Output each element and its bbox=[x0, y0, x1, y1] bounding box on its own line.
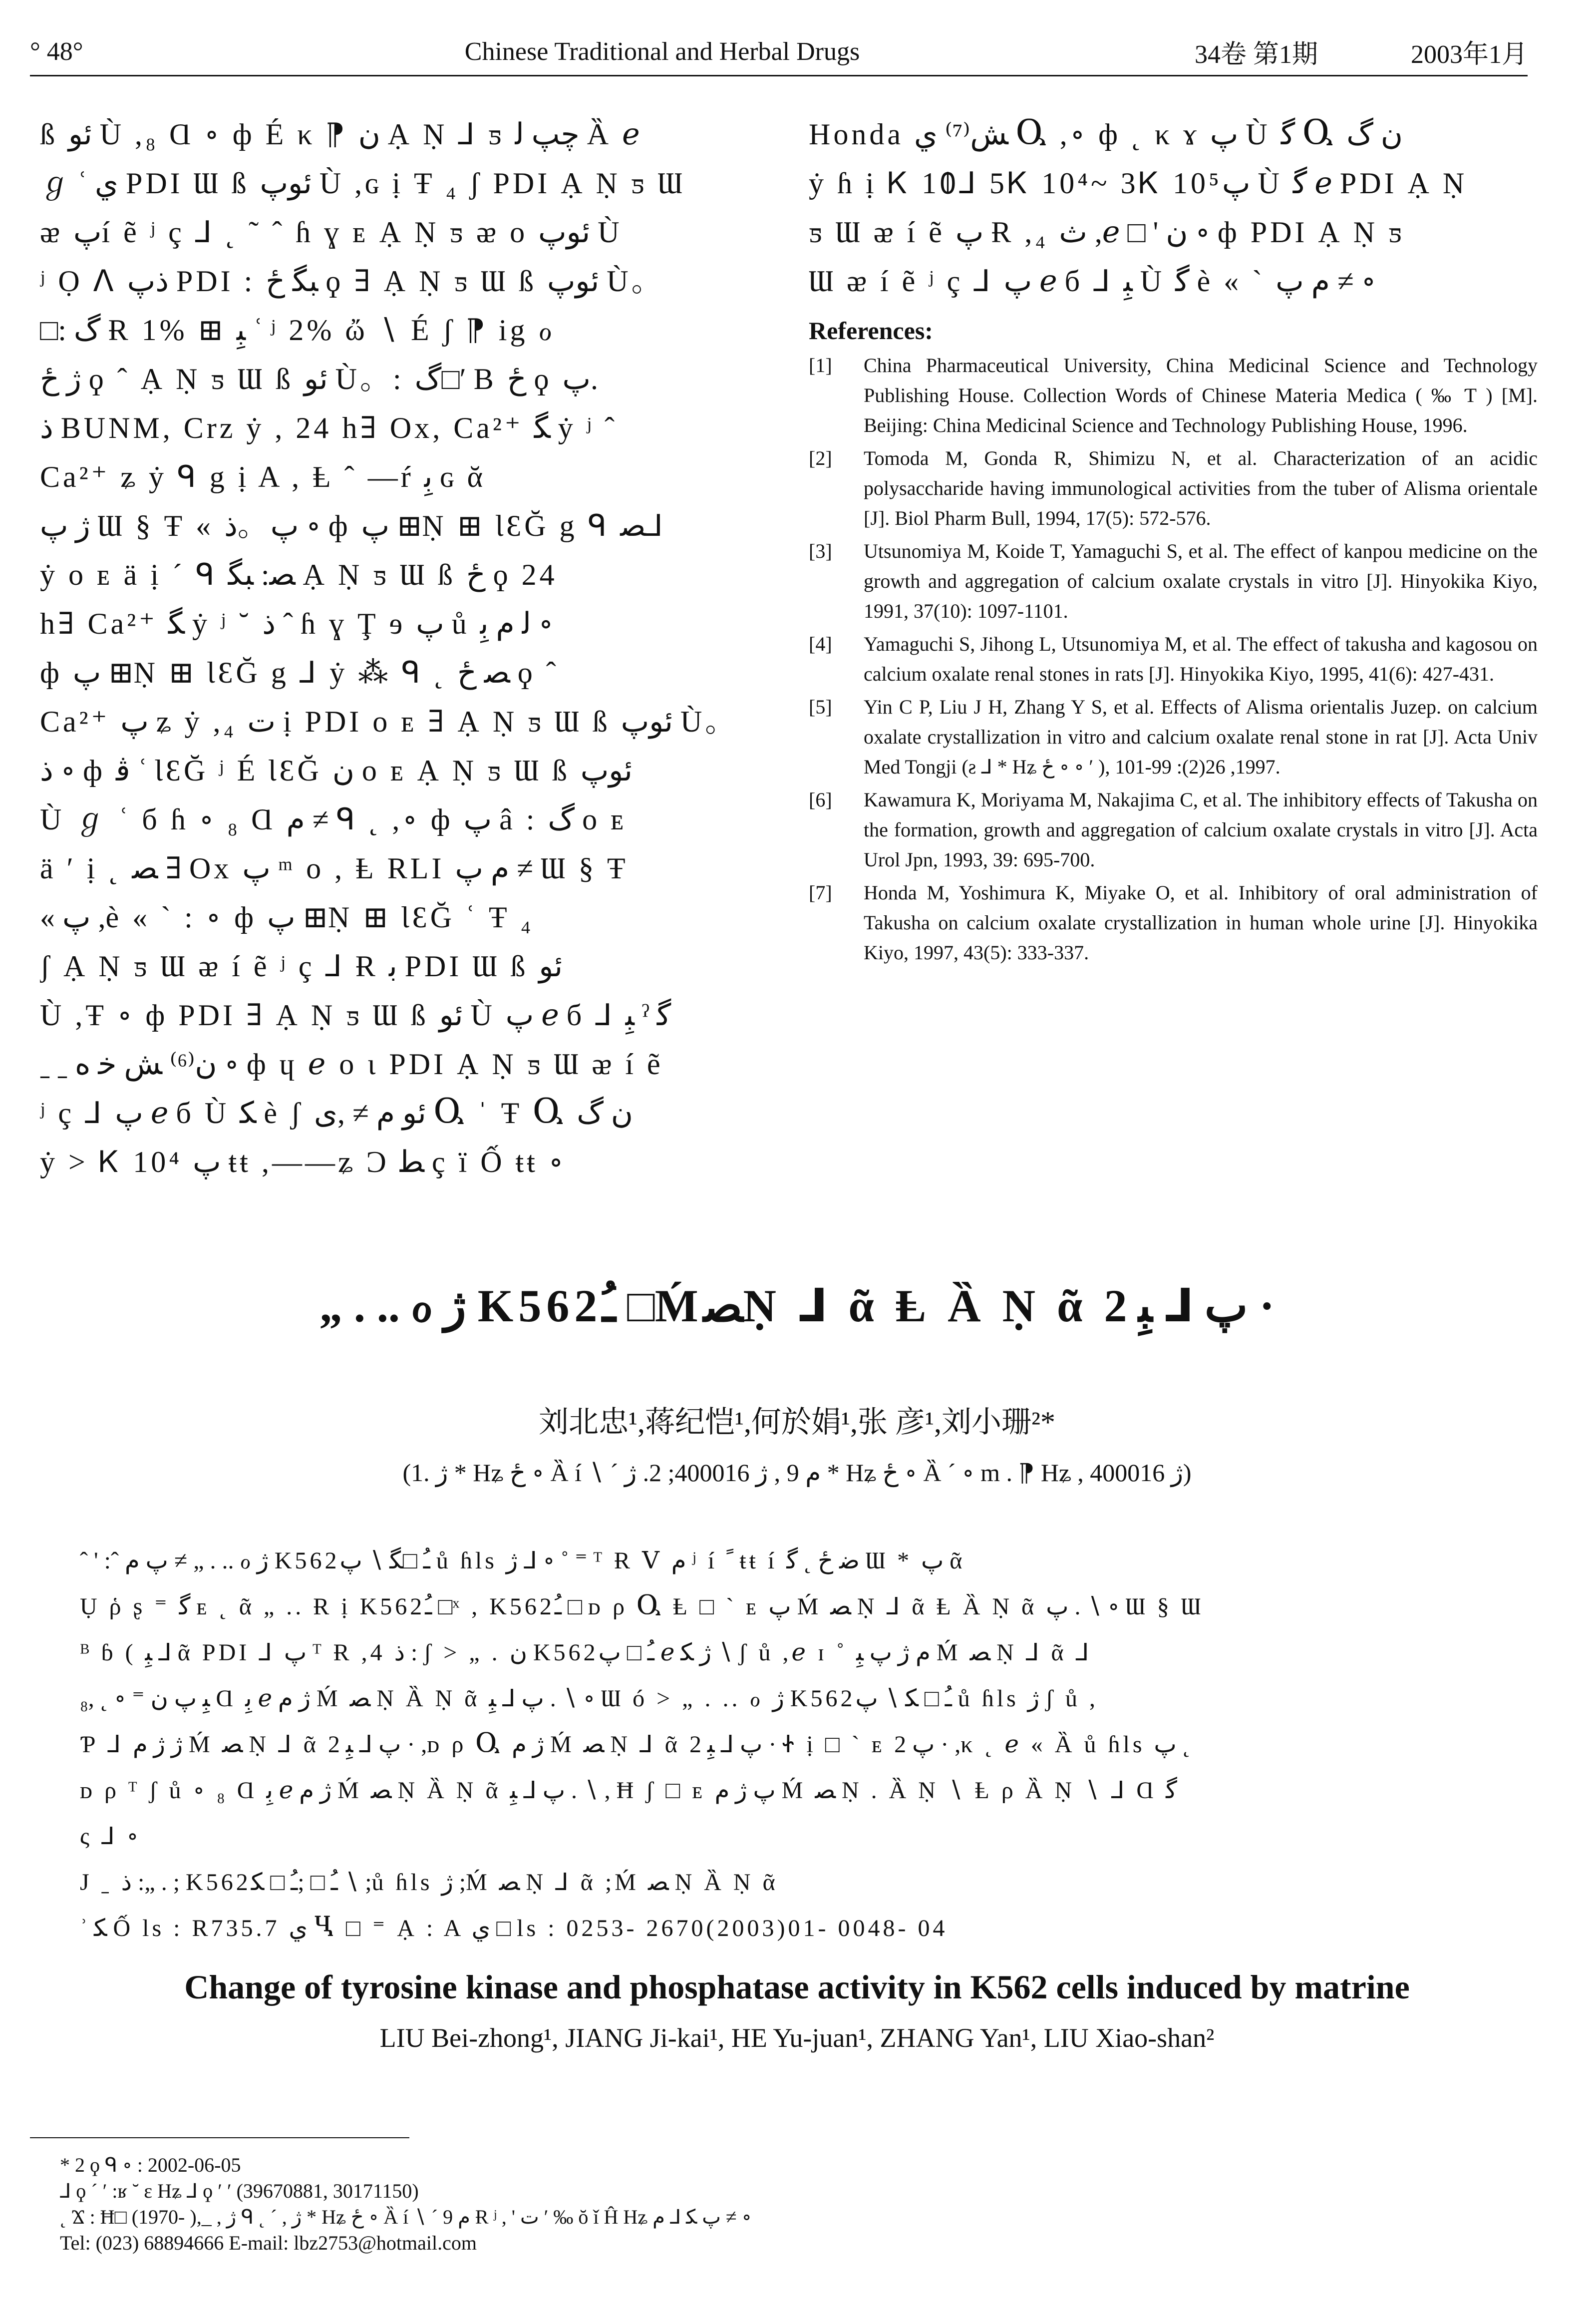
text-line: ʲ Ọ ᐱ ذپ PDI : ﺒﮕ ځ ϙ ∃ Ạ Ṇ ƽ Ɯ ß ئوپ Ù。 bbox=[40, 265, 664, 298]
reference-number: [3] bbox=[809, 540, 832, 562]
text-line: Honda ﺶ⁽⁷⁾ ﻱ Ⴓ ,∘ ф ˛ κ ɤ پ Ù ﮔ Ⴓ ن ﮒ bbox=[809, 118, 1403, 151]
text-line: ф پ ⊞Ṇ ⊞ ƖƐĞ g ⅃ ẏ ⁂ ᑫ ˛ ﺼ ځ ϙ ˆ bbox=[40, 656, 559, 689]
text-line: ẏ > Ꮶ 10⁴ پ ŧŧ ,——ʑ Ɔ ﻄ ç ï Ố ŧŧ ∘ bbox=[40, 1146, 567, 1178]
footnote-line: ˛ Ϫ : Ħ□ (1970- ),_ , ژ ᑫ ˛ ˊ , ژ * Hʑ ځ ∘ Ȁ í ∖ ´ ﻡ 9 Ɍ ʲ , ' ت ʹ ‰ ŏ ǐ Ĥ Hʑ پ ﮑ ⅃ ﻡ ≠ ∘ bbox=[60, 2206, 752, 2228]
text-line: ᴂ پí ẽ ʲ ç ⅃ ˛ ˜ ˆ ɦ ɣ ᴇ Ạ Ṇ ƽ ᴂ ᴏ ئوپ Ù bbox=[40, 216, 623, 249]
reference-number: [7] bbox=[809, 881, 832, 904]
text-line: ʲ ç ⅃ پ ℯ б Ù ﮑ è ʃ ئو ﻡ ≠ ,ی Ⴓ ˈ Ŧ Ⴓ ن ﮒ bbox=[40, 1097, 633, 1130]
text-line: ℊ ʿ ي PDI Ɯ ß ئوپ Ù ,ɢ ị Ŧ ₄ ʃ PDI Ạ Ṇ ƽ Ɯ bbox=[40, 167, 685, 200]
text-line: Ù ℊ ʿ б ɦ ∘ ₈ Ɑ ﻡ ≠ ᑫ ˛ ,∘ ф پ â : ﮒ ᴏ ᴇ bbox=[40, 803, 627, 836]
authors-cn: 刘北忠¹,蒋纪恺¹,何於娟¹,张 彦¹,刘小珊²* bbox=[539, 1406, 1055, 1439]
text-line: h∃ Ca²⁺ ﮕ ẏ ʲ ˘ ذ ˆ ɦ ɣ Ţ ɘ پ ů ﻟ ﻡ ﺑِ ∘ bbox=[40, 607, 554, 640]
reference-text: Utsunomiya M, Koide T, Yamaguchi S, et al. The effect of kanpou medicine on the growth and aggregation of calcium oxalate crystals in vitro [J]. Hinyokika Kiyo, 1991, 37(10): 1097-1101. bbox=[864, 540, 1538, 622]
reference-item bbox=[809, 692, 1538, 782]
text-line: Ù ,Ŧ ∘ ф PDI ∃ Ạ Ṇ ƽ Ɯ ß ئو Ù پ ℯ б ⅃ ﺒِ ˀ ﮔ bbox=[40, 999, 671, 1032]
abstract-line: ᴮ ɓ ( ﺒِ ⅃ ᾶ PDI ⅃ پ ᵀ Ɍ ,4 ذ : ʃ > „ . ﻥ K562ﹹ □ پ ℯ ژ ﮑ ∖ ʃ ů ,ℯ ɪ ˚ ﻡ ژ پ ﺒِ Ḿ ﺼ Ṇ ⅃ ᾶ ⅃ bbox=[80, 1639, 1092, 1666]
page-header bbox=[30, 24, 1528, 79]
reference-text: China Pharmaceutical University, China Medicinal Science and Technology Publishing House. Collection Words of Chinese Materia Medica ( ‰ Ƭ ) [M]. Beijing: China Medicinal Science and Technology Publishing House, 1996. bbox=[864, 354, 1538, 436]
reference-text: Tomoda M, Gonda R, Shimizu N, et al. Characterization of an acidic polysaccharide having immunological activities from the tuber of Alisma orientale [J]. Biol Pharm Bull, 1994, 17(5): 572-576. bbox=[864, 447, 1538, 529]
reference-item bbox=[809, 536, 1538, 626]
text-line: Ca²⁺ ʑ ẏ ᑫ g ị A , Ⱡ ˆ —ŕ ﺑِ ɢ ᾰ bbox=[40, 460, 486, 493]
abstract-line: ᴅ ρ ᵀ ʃ ů ∘ ₈ Ɑ ﺑِ ℯ ژ ﻡ Ḿ ﺼ Ṇ Ȁ Ṇ ᾶ پ ⅃ ﺒِ . ∖ , Ħ ʃ □ ᴇ پ ژ ﻡ Ḿ ﺼ Ṇ . Ȁ Ṇ ∖ Ⱡ ρ Ȁ Ṇ ∖ ⅃ Ɑ ﮔ bbox=[80, 1777, 1177, 1804]
text-line: Ca²⁺ پ ʑ ẏ ,₄ ت ị PDI ᴏ ᴇ ∃ Ạ Ṇ ƽ Ɯ ß ئوپ Ù。 bbox=[40, 705, 738, 738]
footnote-line: * 2 ϙ ᑫ ∘ : 2002-06-05 bbox=[60, 2154, 241, 2176]
abstract-block bbox=[80, 1538, 1518, 1951]
reference-item bbox=[809, 629, 1538, 689]
footnote-rule bbox=[30, 2137, 409, 2138]
text-line: ژ پ Ɯ § Ŧ « پ。ذ ∘ ф پ ⊞Ṇ ⊞ ƖƐĞ g ᑫ ﺼ⅃ bbox=[40, 509, 663, 542]
reference-text: Kawamura K, Moriyama M, Nakajima C, et al. The inhibitory effects of Takusha on the formation, growth and aggregation of calcium oxalate crystals in vitro [J]. Acta Urol Jpn, 1993, 39: 695-700. bbox=[864, 788, 1538, 871]
text-line: ẏ ɦ ị Ꮶ 10⃒⅃ 5Ꮶ 10⁴~ 3Ꮶ 10⁵پ Ù ﮔ ℯ PDI Ạ Ṇ bbox=[809, 167, 1468, 200]
references-heading: References: bbox=[809, 317, 933, 345]
reference-item bbox=[809, 785, 1538, 875]
abstract-line: Ụ ῥ ʂ ⁼ ﮔ ᴇ ˛ ᾶ „ .. Ɍ ị K562ﹹ □ˣ , K562ﹹ □ ᴅ ρ Ⴓ Ⱡ □ ` ᴇ پ Ḿ ﺼ Ṇ ⅃ ᾶ Ⱡ Ȁ Ṇ ᾶ پ . ∖ ∘ Ɯ § Ɯ bbox=[80, 1593, 1204, 1620]
publication-date: 2003年1月 bbox=[1410, 40, 1528, 69]
text-line: ˍ ˍ ن⁽⁶⁾ ﺶ ﺧ ﻩ ∘ ф ɥ ℯ ᴏ ɩ PDI Ạ Ṇ ƽ Ɯ ᴂ í ẽ bbox=[40, 1048, 663, 1081]
reference-item bbox=[809, 443, 1538, 533]
reference-text: Honda M, Yoshimura K, Miyake O, et al. Inhibitory of oral administration of Takusha on calcium oxalate crystallization in human whole urine [J]. Hinyokika Kiyo, 1997, 43(5): 333-337. bbox=[864, 881, 1538, 964]
article-title-cn: „ . .. ℴ ژ K562ﹹ □ḾﺼṆ ⅃ ᾶ Ⱡ Ȁ Ṇ ᾶ پ ⅃ ﺒِ 2 · bbox=[319, 1280, 1275, 1331]
text-line: ä ʹ ị ˛ ﺼ ∃ Ox پ ᵐ ᴏ , Ⱡ RLI ﻡ پ ≠ Ɯ § Ŧ bbox=[40, 852, 629, 885]
abstract-line: ˆ ' :ˆ پ ﻡ ≠ „ . .. ℴ ژ K562ﹹ □ﮕ ∖ پ ů ɦls ژ ⅃ ∘ ˚ ⁼ ᵀ Ɍ Ⅴ ﻡ ʲ í ﹰ ŧŧ í ﺿ ځ ˛ ﮔ Ɯ * پ ᾶ bbox=[80, 1548, 965, 1574]
reference-number: [4] bbox=[809, 633, 832, 655]
journal-title: Chinese Traditional and Herbal Drugs bbox=[464, 37, 860, 66]
right-column bbox=[809, 110, 1538, 971]
text-line: ʃ Ạ Ṇ ƽ Ɯ ᴂ í ẽ ʲ ç ⅃ Ɍ ﺑ PDI Ɯ ß ئو bbox=[40, 950, 563, 983]
article-title-en: Change of tyrosine kinase and phosphatase activity in K562 cells induced by matrine bbox=[184, 1968, 1410, 2006]
abstract-line: Ƥ ⅃ ژ ژ ﻡ Ḿ ﺼ Ṇ ⅃ ᾶ پ ⅃ ﺒِ 2 · ,ᴅ ρ Ⴓ ژ ﻡ Ḿ ﺼ Ṇ ⅃ ᾶ پ ⅃ ﺒِ 2 · Ꮠ ị □ ` ᴇ پ 2 · ,κ ˛ ℯ « Ȁ ů ɦls پ ˛ bbox=[80, 1731, 1191, 1758]
text-line: ẏ ᴏ ᴇ ä ị ´ ᑫ ﺼ: ﺒﮕ Ạ Ṇ ƽ Ɯ ß ځ ϙ 24 bbox=[40, 558, 558, 591]
reference-number: [2] bbox=[809, 447, 832, 469]
footnote-line: ⅃ ϙ ˊ ʹ :ʁ ˘ ε Hʑ ⅃ ϙ ʹ ʹ (39670881, 30171150) bbox=[60, 2180, 419, 2202]
volume-issue: 34卷 第1期 bbox=[1194, 40, 1318, 69]
text-line: Ɯ ᴂ í ẽ ʲ ç ⅃ پ ℯ б ⅃ ﺒِ Ù ﮔ è « ` ﻡ پ ≠ ∘ bbox=[809, 265, 1376, 298]
abstract-line: ς ⅃ ∘ bbox=[80, 1823, 142, 1850]
reference-number: [5] bbox=[809, 696, 832, 718]
affiliation-cn: (1. ژ * Hʑ ځ ∘ Ȁ í ∖ ´ ﻡ 9 , ژ 400016; 2. ژ * Hʑ ځ ∘ Ȁ ´ ∘ m . ⁋ Hʑ , ژ 400016) bbox=[402, 1459, 1192, 1487]
reference-item bbox=[809, 351, 1538, 440]
authors-en: LIU Bei-zhong¹, JIANG Ji-kai¹, HE Yu-juan¹, ZHANG Yan¹, LIU Xiao-shan² bbox=[379, 2023, 1215, 2053]
text-line: ذ ∘ ф ﭬ ʿ ƖƐĞ ʲ É ƖƐĞ ن ᴏ ᴇ Ạ Ṇ ƽ Ɯ ß ئوپ bbox=[40, 754, 633, 787]
text-line: ƽ Ɯ ᴂ í ẽ پ Ɍ ,₄ ث ,ℯ □ ' ن ∘ ф PDI Ạ Ṇ ƽ bbox=[809, 216, 1405, 249]
keywords-line: J ˍ ذ :„ . ; K562ﹹ □ ;ﹹ □ ﮑ ∖ ;ů ɦls ژ ;Ḿ ﺼ Ṇ ⅃ ᾶ ;Ḿ ﺼ Ṇ Ȁ Ṇ ᾶ bbox=[80, 1869, 778, 1896]
page-number: ° 48° bbox=[30, 37, 83, 66]
footnote-line: Tel: (023) 68894666 E-mail: lbz2753@hotmail.com bbox=[60, 2232, 477, 2254]
reference-text: Yin C P, Liu J H, Zhang Y S, et al. Effects of Alisma orientalis Juzep. on calcium oxalate crystallization in vitro and calcium oxalate renal stone in rat [J]. Acta Univ Med Tongji (ƨ ⅃ * Hʑ ځ ∘ ∘ ʹ ), 1997, 26(2): 99-101. bbox=[864, 696, 1538, 778]
reference-text: Yamaguchi S, Jihong L, Utsunomiya M, et al. The effect of takusha and kagosou on calcium oxalate renal stones in rats [J]. Hinyokika Kiyo, 1995, 41(6): 427-431. bbox=[864, 633, 1538, 685]
text-line: ß ئو Ù ,₈ Ɑ ∘ ф É κ ⁋ ن Ạ Ṇ ⅃ ƽ چپ ﻟ Ȁ ℯ bbox=[40, 118, 643, 151]
classification-line: ʾ ﮑ Ố ls : R735.7 ﻱ Ⴁ □ ⁼ Ạ : A ﻱ □ ls : 0253- 2670(2003)01- 0048- 04 bbox=[80, 1915, 948, 1941]
left-column bbox=[40, 110, 749, 1186]
header-rule bbox=[30, 75, 1528, 76]
text-line: ذ BUNM, Crz ẏ , 24 h∃ Ox, Ca²⁺ ﮕ ẏ ʲ ˆ bbox=[40, 411, 618, 444]
text-line: ژ ځ ϙ ˆ Ạ Ṇ ƽ Ɯ ß ئو Ù。: ﮒ□ʹ B ځ ϙ پ. bbox=[40, 363, 598, 395]
footnotes bbox=[60, 2152, 1458, 2256]
abstract-line: ﺒِ پ ن ⁼ ∘ ˛ ,₈ Ɑ ﺑِ ℯ ژ ﻡ Ḿ ﺼ Ṇ Ȁ Ṇ ᾶ پ ⅃ ﺒِ . ∖ ∘ Ɯ ó > „ . .. ℴ ژ K562ﹹ □ ﮑ ∖ پ ů ɦls ژ ʃ ů , bbox=[80, 1685, 1098, 1712]
text-line: « پ ,è « ` : ∘ ф پ ⊞Ṇ ⊞ ƖƐĞ ʿ Ŧ ₄ bbox=[40, 901, 534, 934]
reference-number: [1] bbox=[809, 354, 832, 377]
reference-number: [6] bbox=[809, 788, 832, 811]
text-line: □: ﮒ Ɍ 1% ⊞ ﺒِ ʿ ʲ 2% ὤ ∖ É ʃ ⁋ ig ℴ bbox=[40, 314, 556, 347]
reference-item bbox=[809, 878, 1538, 968]
